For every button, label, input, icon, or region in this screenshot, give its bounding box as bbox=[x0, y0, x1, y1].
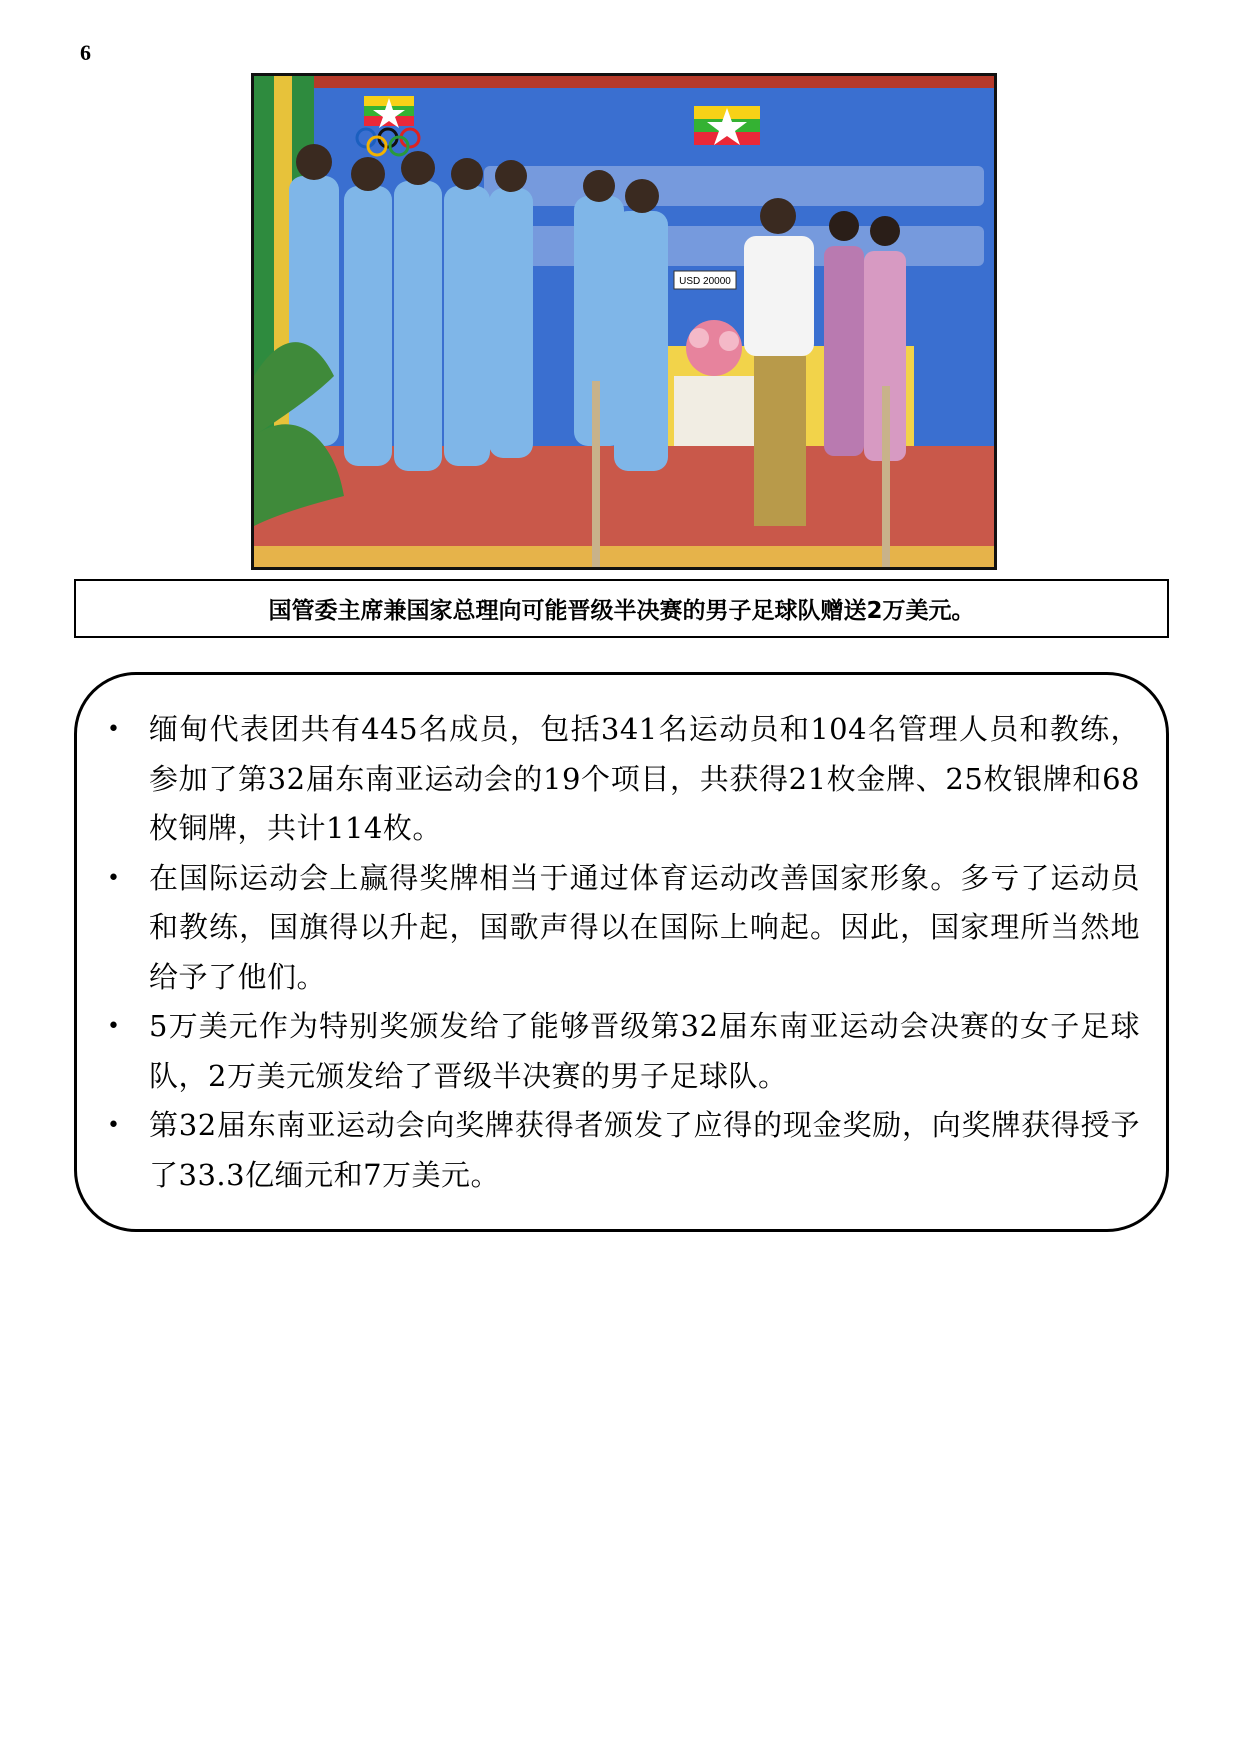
flag-icon bbox=[364, 96, 414, 128]
list-item: • 缅甸代表团共有445名成员，包括341名运动员和104名管理人员和教练，参加了第32届东南亚运动会的19个项目，共获得21枚金牌、25枚银牌和68枚铜牌，共计114枚。 bbox=[107, 705, 1140, 854]
placard-text: USD 20000 bbox=[679, 276, 731, 287]
list-item: • 第32届东南亚运动会向奖牌获得者颁发了应得的现金奖励，向奖牌获得授予了33.3亿缅元和7万美元。 bbox=[107, 1101, 1140, 1200]
bullet-list bbox=[107, 705, 1140, 1200]
photo-caption bbox=[74, 579, 1169, 638]
list-item: • 5万美元作为特别奖颁发给了能够晋级第32届东南亚运动会决赛的女子足球队，2万美元颁发给了晋级半决赛的男子足球队。 bbox=[107, 1002, 1140, 1101]
ceremony-photo bbox=[251, 73, 997, 570]
caption-text: 国管委主席兼国家总理向可能晋级半决赛的男子足球队赠送2万美元。 bbox=[268, 598, 975, 624]
summary-box bbox=[74, 672, 1169, 1232]
ceremony-photo-illustration bbox=[254, 76, 994, 567]
list-item: • 在国际运动会上赢得奖牌相当于通过体育运动改善国家形象。多亏了运动员和教练，国旗得以升起，国歌声得以在国际上响起。因此，国家理所当然地给予了他们。 bbox=[107, 854, 1140, 1003]
page-number: 6 bbox=[80, 40, 91, 65]
